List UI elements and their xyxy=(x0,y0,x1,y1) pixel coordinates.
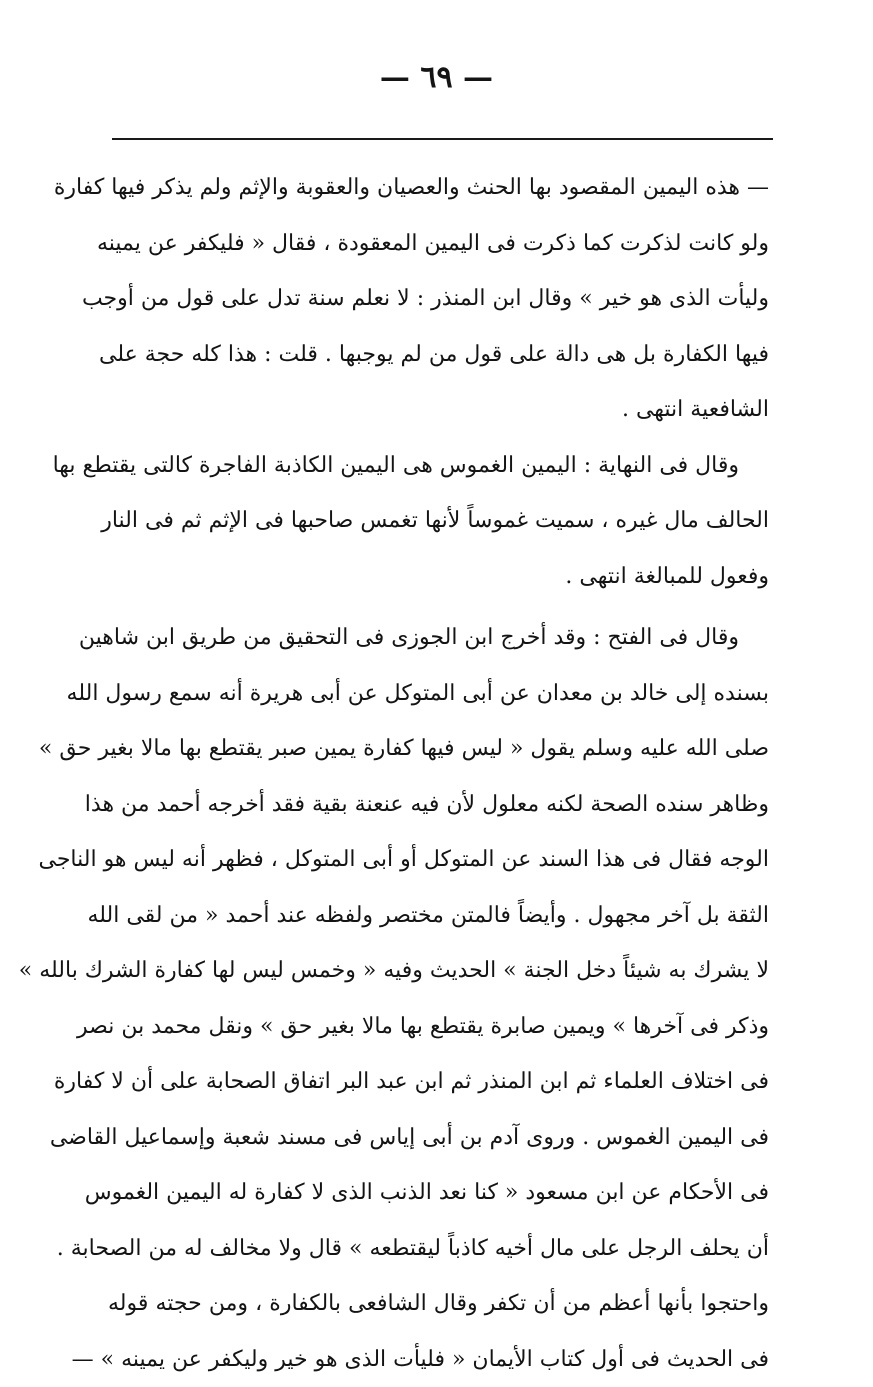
page-number: — ٦٩ — xyxy=(0,58,873,98)
text-line: الشافعية انتهى . xyxy=(108,382,769,438)
text-line: بسنده إلى خالد بن معدان عن أبى المتوكل عن أبى هريرة أنه سمع رسول الله xyxy=(108,666,769,722)
text-line: — هذه اليمين المقصود بها الحنث والعصيان والعقوبة والإثم ولم يذكر فيها كفارة xyxy=(108,160,769,216)
text-line: ولو كانت لذكرت كما ذكرت فى اليمين المعقودة ، فقال « فليكفر عن يمينه xyxy=(108,216,769,272)
text-line: فيها الكفارة بل هى دالة على قول من لم يوجبها . قلت : هذا كله حجة على xyxy=(108,327,769,383)
header-divider xyxy=(112,138,773,140)
text-line: وظاهر سنده الصحة لكنه معلول لأن فيه عنعنة بقية فقد أخرجه أحمد من هذا xyxy=(108,777,769,833)
text-line: فى اليمين الغموس . وروى آدم بن أبى إياس فى مسند شعبة وإسماعيل القاضى xyxy=(108,1110,769,1166)
body-text xyxy=(108,160,769,1387)
text-line: الحالف مال غيره ، سميت غموساً لأنها تغمس صاحبها فى الإثم ثم فى النار xyxy=(108,493,769,549)
text-line: صلى الله عليه وسلم يقول « ليس فيها كفارة يمين صبر يقتطع بها مالا بغير حق » xyxy=(108,721,769,777)
paragraph xyxy=(108,438,769,605)
text-line: فى الأحكام عن ابن مسعود « كنا نعد الذنب الذى لا كفارة له اليمين الغموس xyxy=(108,1165,769,1221)
text-line: وقال فى النهاية : اليمين الغموس هى اليمين الكاذبة الفاجرة كالتى يقتطع بها xyxy=(108,438,769,494)
text-line: أن يحلف الرجل على مال أخيه كاذباً ليقتطعه » قال ولا مخالف له من الصحابة . xyxy=(108,1221,769,1277)
text-line: لا يشرك به شيئاً دخل الجنة » الحديث وفيه « وخمس ليس لها كفارة الشرك بالله » xyxy=(108,943,769,999)
paragraph xyxy=(108,610,769,1387)
text-line: الثقة بل آخر مجهول . وأيضاً فالمتن مختصر ولفظه عند أحمد « من لقى الله xyxy=(108,888,769,944)
paragraph xyxy=(108,160,769,438)
text-line: وفعول للمبالغة انتهى . xyxy=(108,549,769,605)
text-line: وذكر فى آخرها » ويمين صابرة يقتطع بها مالا بغير حق » ونقل محمد بن نصر xyxy=(108,999,769,1055)
text-line: واحتجوا بأنها أعظم من أن تكفر وقال الشافعى بالكفارة ، ومن حجته قوله xyxy=(108,1276,769,1332)
text-line: وقال فى الفتح : وقد أخرج ابن الجوزى فى التحقيق من طريق ابن شاهين xyxy=(108,610,769,666)
text-line: فى اختلاف العلماء ثم ابن المنذر ثم ابن عبد البر اتفاق الصحابة على أن لا كفارة xyxy=(108,1054,769,1110)
text-line: فى الحديث فى أول كتاب الأيمان « فليأت الذى هو خير وليكفر عن يمينه » — xyxy=(108,1332,769,1387)
text-line: الوجه فقال فى هذا السند عن المتوكل أو أبى المتوكل ، فظهر أنه ليس هو الناجى xyxy=(108,832,769,888)
text-line: وليأت الذى هو خير » وقال ابن المنذر : لا نعلم سنة تدل على قول من أوجب xyxy=(108,271,769,327)
